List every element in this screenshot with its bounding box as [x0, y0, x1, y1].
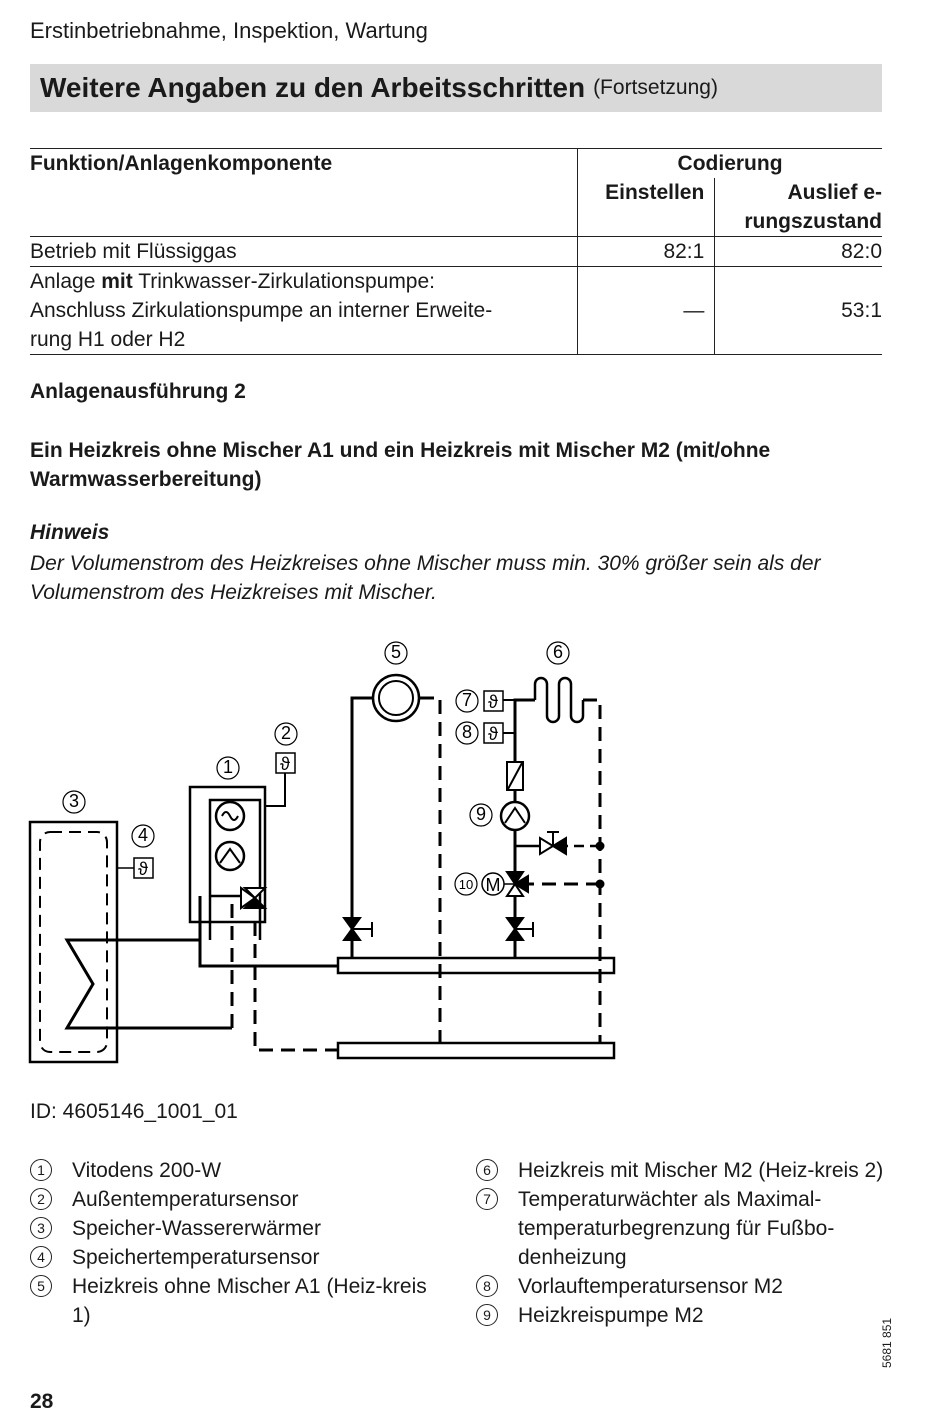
callout-4: 4 [137, 825, 149, 845]
legend-text: Temperaturwächter als Maximal-temperaturbegrenzung für Fußbo-denheizung [518, 1188, 835, 1269]
section-header: Erstinbetriebnahme, Inspektion, Wartung [30, 18, 428, 43]
table-cell-set: 82:1 [578, 237, 715, 267]
sensor-symbol: ϑ [488, 724, 498, 744]
table-cell-function: Betrieb mit Flüssiggas [30, 237, 578, 267]
legend-item [476, 1301, 886, 1330]
callout-8: 8 [461, 722, 473, 742]
page-number: 28 [30, 1390, 54, 1413]
legend-text: Heizkreispumpe M2 [518, 1304, 704, 1327]
sensor-symbol: ϑ [138, 859, 148, 879]
boiler-pump [216, 842, 244, 870]
coding-table [30, 148, 882, 355]
legend-number: 2 [30, 1188, 52, 1210]
legend-text: Außentemperatursensor [72, 1188, 299, 1211]
table-row [30, 237, 882, 267]
legend-number: 4 [30, 1246, 52, 1268]
callout-2: 2 [280, 723, 292, 743]
sub-heading: Ein Heizkreis ohne Mischer A1 und ein Heizkreis mit Mischer M2 (mit/ohne Warmwasserbereitung) [30, 439, 771, 491]
table-row [30, 267, 882, 355]
table-header-delivery-line1: Auslief e- [787, 181, 882, 204]
legend-item [476, 1272, 886, 1301]
legend-text: Vitodens 200-W [72, 1159, 222, 1182]
return-line [255, 922, 338, 1050]
table-header-delivery-line2: rungszustand [744, 210, 882, 233]
legend-item [30, 1156, 440, 1185]
callout-3: 3 [68, 791, 80, 811]
table-cell-text: Anschluss Zirkulationspumpe an interner Erweite- [30, 299, 493, 322]
note-heading: Hinweis [30, 521, 110, 544]
callout-7: 7 [461, 690, 473, 710]
page-title: Weitere Angaben zu den Arbeitsschritten [40, 72, 586, 103]
table-cell-text: Trinkwasser-Zirkulationspumpe: [132, 270, 435, 293]
supply-line [200, 940, 338, 966]
legend-number: 6 [476, 1159, 498, 1181]
legend-text: Heizkreis mit Mischer M2 (Heiz-kreis 2) [518, 1159, 884, 1182]
page-title-suffix: (Fortsetzung) [593, 76, 718, 99]
heating-circuit-m2 [535, 678, 583, 722]
table-cell-delivery: 53:1 [715, 267, 882, 355]
section-heading: Anlagenausführung 2 [30, 380, 246, 403]
document-number: 5681 851 [880, 1317, 894, 1368]
table-header-set: Einstellen [578, 178, 715, 237]
legend-item [30, 1272, 440, 1330]
legend-right [476, 1156, 886, 1330]
callout-6: 6 [552, 642, 564, 662]
legend-item [30, 1243, 440, 1272]
supply-header [338, 958, 614, 973]
callout-9: 9 [475, 804, 487, 824]
table-header-delivery [715, 178, 882, 237]
return-header [338, 1043, 614, 1058]
circuit-a1-return [420, 698, 440, 1043]
table-cell-emphasis: mit [101, 270, 133, 293]
system-schematic [0, 620, 950, 1080]
table-cell-delivery: 82:0 [715, 237, 882, 267]
legend-item [476, 1185, 886, 1272]
legend-number: 7 [476, 1188, 498, 1210]
legend-number: 8 [476, 1275, 498, 1297]
legend-left [30, 1156, 440, 1330]
table-cell-text: rung H1 oder H2 [30, 328, 186, 351]
callout-10: 10 [458, 877, 474, 892]
legend-number: 3 [30, 1217, 52, 1239]
table-cell-text: Anlage [30, 270, 102, 293]
page-title-bar [30, 64, 882, 112]
note-text: Der Volumenstrom des Heizkreises ohne Mischer muss min. 30% größer sein als der Volumenstrom des Heizkreises mit Mischer. [30, 552, 821, 604]
legend-item [30, 1214, 440, 1243]
legend-text: Vorlauftemperatursensor M2 [518, 1275, 783, 1298]
legend-item [476, 1156, 886, 1185]
image-id: ID: 4605146_1001_01 [30, 1100, 238, 1123]
circuit-m2-return [583, 700, 600, 1043]
motor-symbol: M [485, 875, 501, 895]
table-header-coding: Codierung [578, 149, 882, 179]
legend-number: 5 [30, 1275, 52, 1297]
storage-tank [30, 822, 117, 1062]
legend-number: 1 [30, 1159, 52, 1181]
callout-5: 5 [390, 642, 402, 662]
legend-text: Heizkreis ohne Mischer A1 (Heiz-kreis 1) [72, 1275, 427, 1327]
table-cell-set: — [578, 267, 715, 355]
tank-coil [67, 940, 232, 1028]
legend-item [30, 1185, 440, 1214]
table-header-function: Funktion/Anlagenkomponente [30, 149, 578, 237]
legend-number: 9 [476, 1304, 498, 1326]
legend-text: Speicher-Wassererwärmer [72, 1217, 321, 1240]
table-cell-function [30, 267, 578, 355]
sensor-symbol: ϑ [280, 754, 290, 774]
legend-text: Speichertemperatursensor [72, 1246, 320, 1269]
callout-1: 1 [222, 757, 234, 777]
sensor-symbol: ϑ [488, 692, 498, 712]
